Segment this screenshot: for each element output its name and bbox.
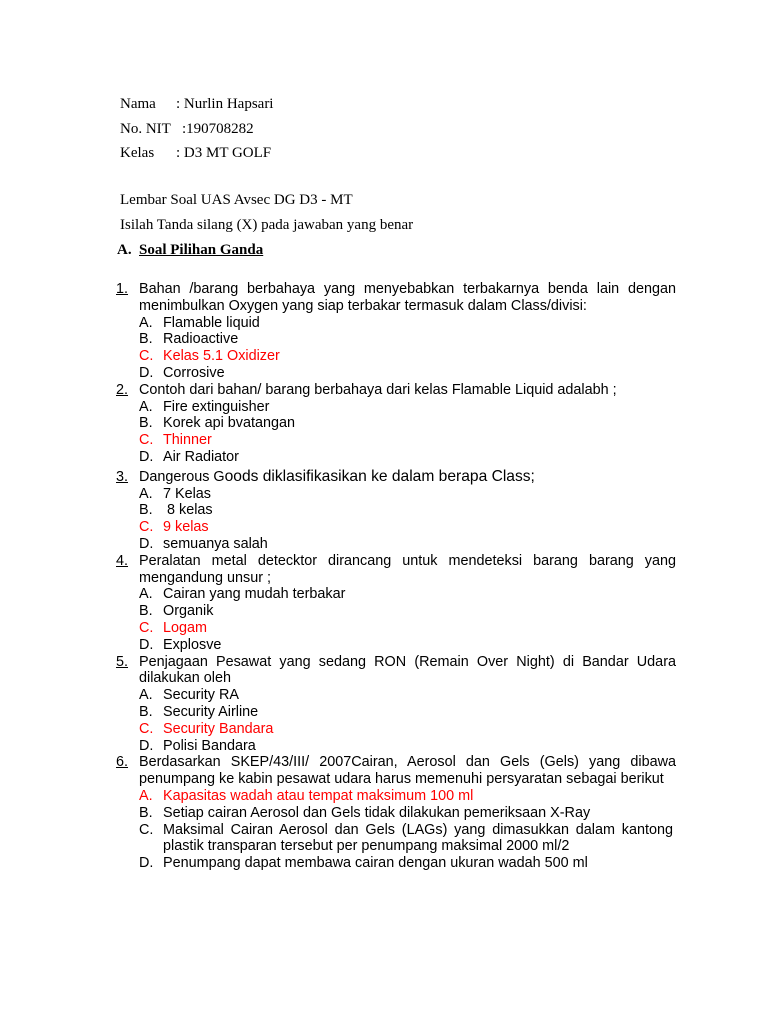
option-c-answer[interactable] — [139, 620, 676, 637]
option-list — [116, 486, 676, 553]
option-letter: D. — [139, 448, 154, 465]
question-text: Bahan /barang berbahaya yang menyebabkan terbakarnya benda lain dengan menimbulkan Oxygen yang siap terbakar termasuk dalam Class/divisi: — [139, 281, 676, 314]
option-text: Kelas 5.1 Oxidizer — [163, 348, 280, 365]
nit-row — [120, 119, 680, 144]
nit-label: No. NIT — [120, 120, 171, 137]
option-list — [116, 399, 676, 466]
option-text: Security Bandara — [163, 720, 274, 737]
option-list — [116, 788, 676, 872]
question-1 — [116, 281, 676, 382]
option-letter: B. — [139, 804, 153, 821]
exam-title: Lembar Soal UAS Avsec DG D3 - MT — [120, 192, 353, 208]
option-letter: C. — [139, 619, 154, 636]
option-a-answer[interactable] — [139, 788, 676, 805]
option-b[interactable] — [139, 805, 676, 822]
option-d[interactable] — [139, 365, 676, 382]
option-letter: C. — [139, 720, 154, 737]
option-b[interactable] — [139, 415, 676, 432]
option-letter: B. — [139, 603, 153, 620]
option-a[interactable] — [139, 486, 676, 503]
question-number: 1. — [116, 281, 129, 297]
student-info — [120, 94, 680, 168]
question-text: Contoh dari bahan/ barang berbahaya dari kelas Flamable Liquid adalabh ; — [139, 381, 617, 398]
option-text: Corrosive — [163, 364, 225, 381]
option-text: semuanya salah — [163, 535, 268, 552]
question-list — [116, 281, 676, 872]
option-text: Logam — [163, 619, 208, 636]
option-list — [116, 586, 676, 653]
option-list — [116, 315, 676, 382]
kelas-label: Kelas — [120, 145, 155, 161]
option-text: Penumpang dapat membawa cairan dengan ukuran wadah 500 ml — [163, 855, 588, 872]
nit-value: :190708282 — [182, 120, 254, 137]
option-letter: D. — [139, 737, 154, 754]
option-letter: A. — [139, 314, 153, 331]
option-letter: C. — [139, 432, 154, 449]
question-3 — [116, 469, 676, 553]
option-text: Thinner — [163, 432, 212, 449]
question-text: Peralatan metal detecktor dirancang untuk mendeteksi barang barang yang mengandung unsur ; — [139, 552, 676, 586]
question-text: Berdasarkan SKEP/43/III/ 2007Cairan, Aerosol dan Gels (Gels) yang dibawa penumpang ke kabin pesawat udara harus memenuhi persyaratan sebagai berikut — [139, 754, 676, 788]
option-letter: C. — [139, 348, 154, 365]
option-c-answer[interactable] — [139, 721, 676, 738]
option-text: Setiap cairan Aerosol dan Gels tidak dilakukan pemeriksaan X-Ray — [163, 804, 591, 821]
option-letter: A. — [139, 787, 153, 804]
kelas-value: : D3 MT GOLF — [176, 145, 272, 161]
option-letter: B. — [139, 502, 153, 519]
option-text: 8 kelas — [163, 502, 213, 519]
option-d[interactable] — [139, 855, 676, 872]
option-c-answer[interactable] — [139, 348, 676, 365]
option-c[interactable] — [139, 822, 676, 856]
option-letter: C. — [139, 519, 154, 536]
question-text: Penjagaan Pesawat yang sedang RON (Remain Over Night) di Bandar Udara dilakukan oleh — [139, 653, 676, 687]
question-6 — [116, 754, 676, 872]
question-number: 6. — [116, 754, 129, 771]
option-d[interactable] — [139, 536, 676, 553]
option-text: Maksimal Cairan Aerosol dan Gels (LAGs) yang dimasukkan dalam kantong plastik transparan tersebut per penumpang maksimal 2000 ml/2 — [163, 821, 673, 855]
option-b[interactable] — [139, 603, 676, 620]
section-title: Soal Pilihan Ganda — [139, 242, 264, 258]
option-text: 9 kelas — [163, 519, 209, 536]
option-letter: D. — [139, 636, 154, 653]
option-text: Air Radiator — [163, 448, 239, 465]
option-letter: D. — [139, 855, 154, 872]
option-a[interactable] — [139, 315, 676, 332]
option-c-answer[interactable] — [139, 519, 676, 536]
option-text: Organik — [163, 603, 214, 620]
option-letter: A. — [139, 398, 153, 415]
section-letter: A. — [117, 242, 132, 258]
question-text — [139, 469, 676, 486]
nama-value: : Nurlin Hapsari — [176, 96, 274, 112]
exam-intro — [120, 190, 680, 239]
option-d[interactable] — [139, 738, 676, 755]
option-a[interactable] — [139, 687, 676, 704]
question-text-part-1: Dangerous G — [139, 468, 225, 485]
option-b[interactable] — [139, 704, 676, 721]
kelas-row — [120, 143, 680, 168]
option-text: Security RA — [163, 687, 239, 704]
option-d[interactable] — [139, 449, 676, 466]
question-number: 2. — [116, 381, 129, 398]
option-b[interactable] — [139, 502, 676, 519]
question-number: 5. — [116, 653, 129, 670]
option-c-answer[interactable] — [139, 432, 676, 449]
option-b[interactable] — [139, 331, 676, 348]
question-number: 3. — [116, 468, 129, 485]
nama-row — [120, 94, 680, 119]
option-text: Kapasitas wadah atau tempat maksimum 100 ml — [163, 787, 474, 804]
option-text: Security Airline — [163, 703, 259, 720]
option-text: Radioactive — [163, 331, 239, 348]
option-text: Fire extinguisher — [163, 398, 270, 415]
option-letter: D. — [139, 364, 154, 381]
option-letter: A. — [139, 586, 153, 603]
option-letter: B. — [139, 415, 153, 432]
question-2 — [116, 382, 676, 466]
question-number: 4. — [116, 552, 129, 569]
exam-instruction: Isilah Tanda silang (X) pada jawaban yang benar — [120, 216, 414, 233]
option-letter: A. — [139, 485, 153, 502]
option-a[interactable] — [139, 399, 676, 416]
option-text: Cairan yang mudah terbakar — [163, 586, 346, 603]
option-letter: C. — [139, 821, 154, 838]
option-text: Explosve — [163, 636, 222, 653]
option-letter: A. — [139, 687, 153, 704]
option-a[interactable] — [139, 586, 676, 603]
option-letter: D. — [139, 535, 154, 552]
nama-label: Nama — [120, 96, 156, 112]
question-text-part-2: oods diklasifikasikan ke dalam berapa Class; — [224, 467, 535, 485]
option-d[interactable] — [139, 637, 676, 654]
option-text: Korek api bvatangan — [163, 415, 296, 432]
question-4 — [116, 553, 676, 654]
option-letter: B. — [139, 331, 153, 348]
option-text: Polisi Bandara — [163, 737, 256, 754]
option-list — [116, 687, 676, 754]
section-heading — [117, 240, 677, 260]
option-text: Flamable liquid — [163, 314, 260, 331]
question-5 — [116, 654, 676, 755]
option-letter: B. — [139, 703, 153, 720]
option-text: 7 Kelas — [163, 485, 211, 502]
